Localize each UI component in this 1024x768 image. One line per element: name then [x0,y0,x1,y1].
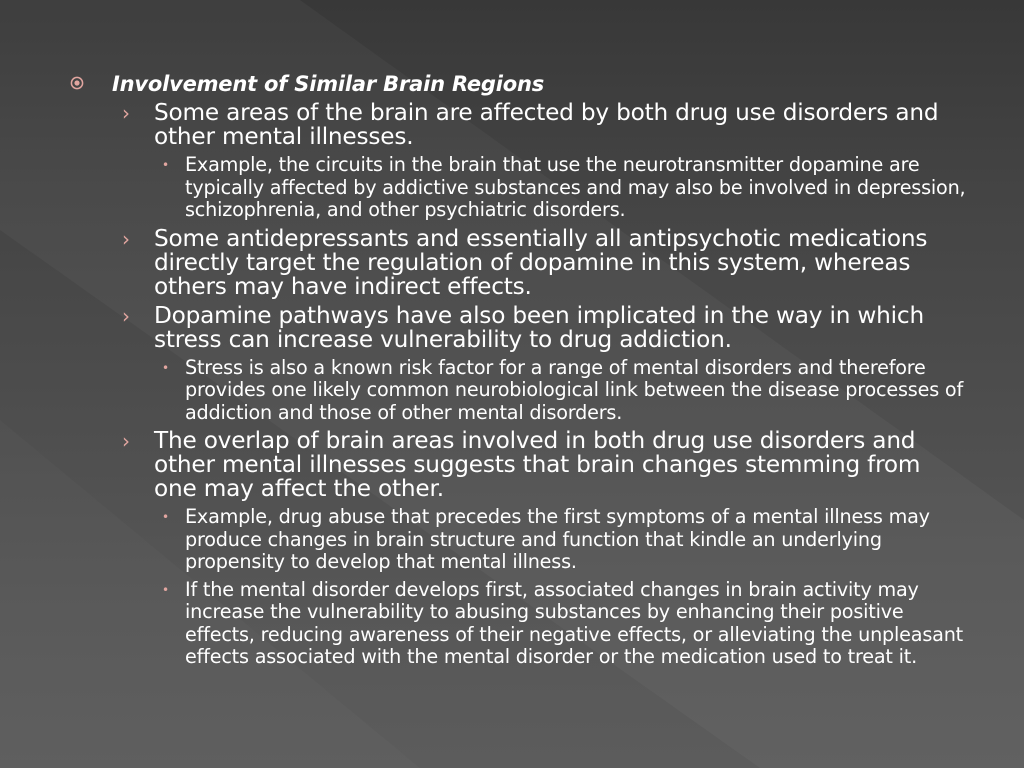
bullet-point [118,224,968,300]
bullet-text: Some areas of the brain are affected by both drug use disorders and other mental illnesses. [154,99,939,150]
chevron-right-icon: › [122,226,130,251]
chevron-right-icon: › [122,429,130,453]
sub-bullet-text: Example, the circuits in the brain that use the neurotransmitter dopamine are typically affected by addictive substances and may also be involved in depression, schizophrenia, and other psychiatric disorders. [185,153,966,221]
dot-bullet-icon: • [162,582,169,597]
sub-bullet-text: Example, drug abuse that precedes the first symptoms of a mental illness may produce changes in brain structure and function that kindle an underlying propensity to develop that mental illness. [185,505,930,573]
sub-bullet-point [118,357,968,425]
bullet-text: Dopamine pathways have also been implicated in the way in which stress can increase vulnerability to drug addiction. [154,301,924,353]
sub-bullet-text: If the mental disorder develops first, associated changes in brain activity may increase the vulnerability to abusing substances by enhancing their positive effects, reducing awareness of their negative effects, or alleviating the unpleasant effects associated with the mental disorder or the medication used to treat it. [185,577,963,668]
sub-bullet-list [118,154,968,222]
bullet-point [118,301,968,353]
dot-bullet-icon: • [162,360,169,375]
circle-bullet-icon [70,76,84,90]
sub-bullet-point [118,579,968,669]
dot-bullet-icon: • [162,510,169,524]
heading-row [70,72,970,100]
slide-heading: Involvement of Similar Brain Regions [112,72,545,96]
sub-bullet-list [118,506,968,669]
chevron-right-icon: › [122,303,130,328]
sub-bullet-list [118,357,968,425]
chevron-right-icon: › [122,101,130,125]
sub-bullet-point [118,506,968,574]
bullet-text: The overlap of brain areas involved in both drug use disorders and other mental illnesses suggests that brain changes stemming from one may affect the other. [154,427,921,502]
bullet-list [118,101,968,674]
dot-bullet-icon: • [162,158,169,172]
bullet-point [118,429,968,501]
bullet-point [118,101,968,149]
bullet-text: Some antidepressants and essentially all antipsychotic medications directly target the regulation of dopamine in this system, whereas others may have indirect effects. [154,224,928,300]
sub-bullet-point [118,154,968,222]
sub-bullet-text: Stress is also a known risk factor for a range of mental disorders and therefore provides one likely common neurobiological link between the disease processes of addiction and those of other mental disorders. [185,355,963,424]
